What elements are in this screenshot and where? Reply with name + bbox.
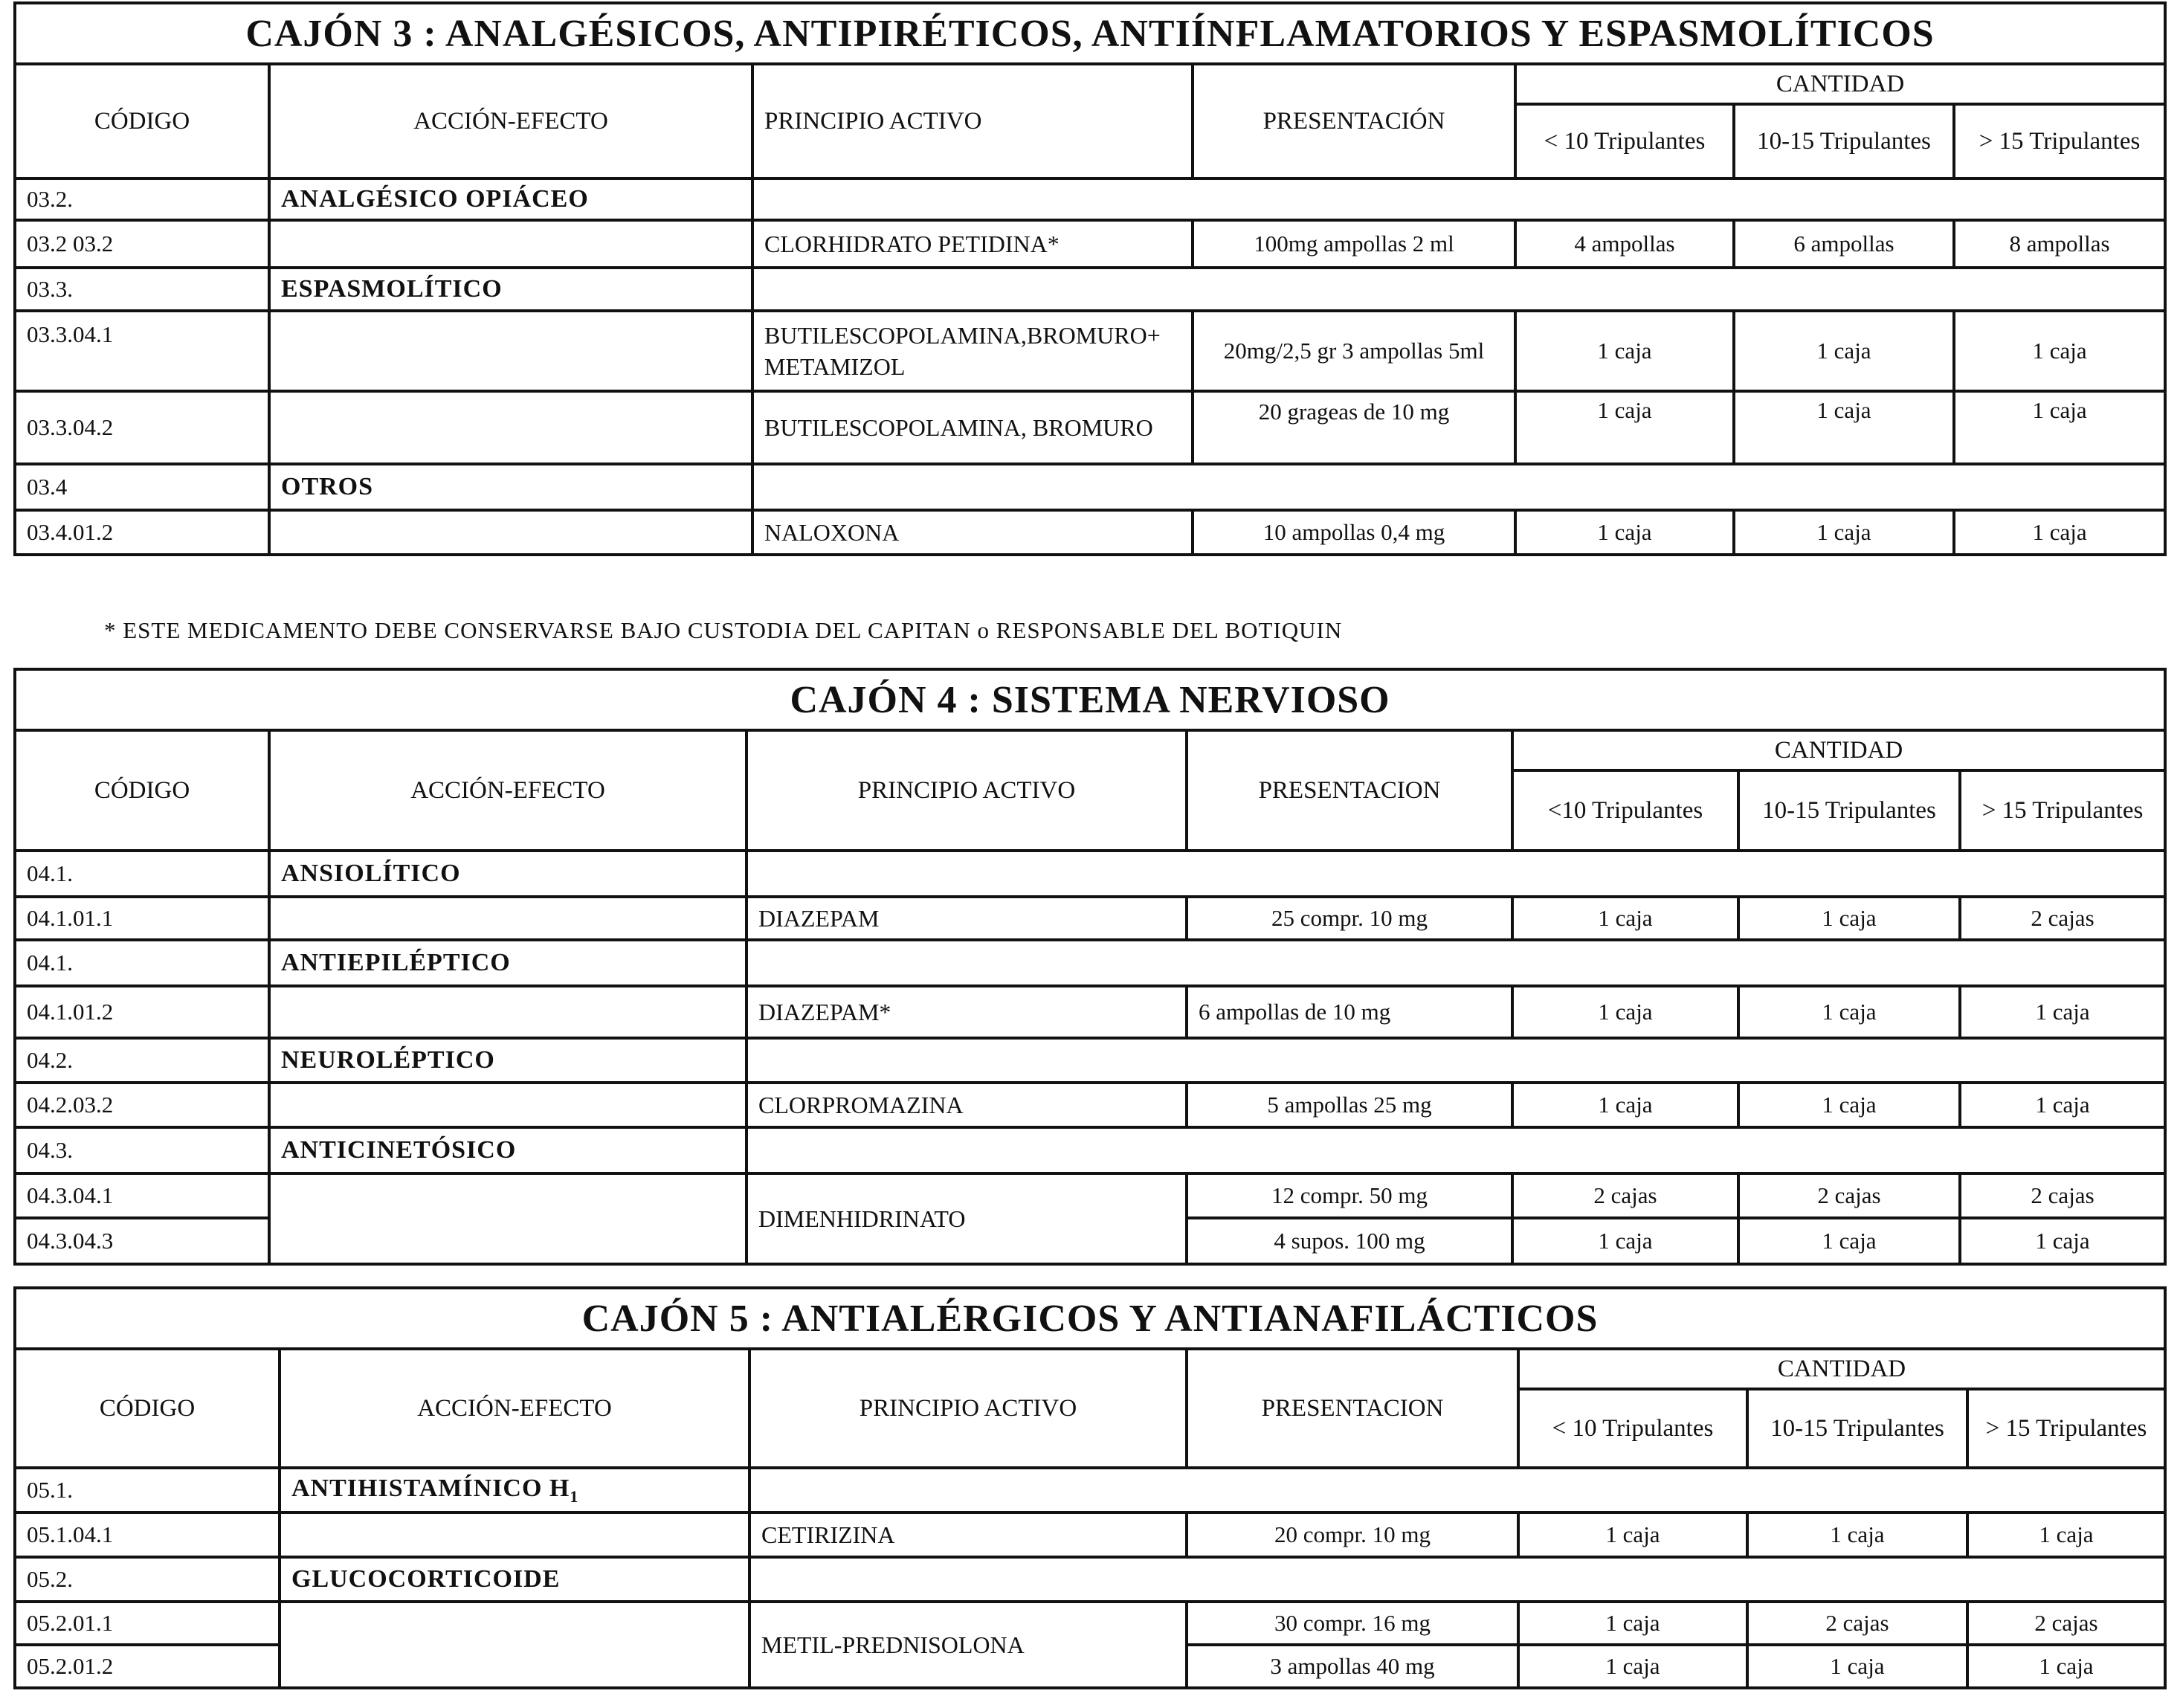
empty-cell (280, 1602, 749, 1688)
table-row (15, 220, 2165, 268)
category-label: GLUCOCORTICOIDE (280, 1557, 749, 1602)
table-row (15, 391, 2165, 464)
header-lt10: < 10 Tripulantes (1518, 1389, 1747, 1468)
active-ingredient: CETIRIZINA (749, 1512, 1187, 1557)
table-row (15, 1512, 2165, 1557)
header-principio-activo: PRINCIPIO ACTIVO (749, 1349, 1187, 1468)
empty-cell (269, 897, 746, 940)
empty-cell (269, 1083, 746, 1127)
active-ingredient: CLORPROMAZINA (746, 1083, 1187, 1127)
category-label: ANALGÉSICO OPIÁCEO (269, 178, 752, 220)
active-ingredient: DIMENHIDRINATO (746, 1173, 1187, 1264)
category-row (15, 940, 2165, 986)
qty-gt15: 8 ampollas (1954, 220, 2165, 268)
qty-10-15: 1 caja (1747, 1645, 1967, 1688)
empty-cell (269, 311, 752, 391)
qty-lt10: 1 caja (1512, 1083, 1738, 1127)
code-cell: 03.2 03.2 (15, 220, 269, 268)
qty-gt15: 2 cajas (1960, 897, 2165, 940)
qty-lt10: 1 caja (1515, 391, 1734, 464)
category-row (15, 464, 2165, 510)
drawer-5-title: CAJÓN 5 : ANTIALÉRGICOS Y ANTIANAFILÁCTICOS (15, 1288, 2165, 1349)
empty-cell (269, 220, 752, 268)
header-codigo: CÓDIGO (15, 1349, 280, 1468)
qty-10-15: 1 caja (1738, 897, 1960, 940)
category-row (15, 1038, 2165, 1083)
code-cell: 03.4 (15, 464, 269, 510)
header-principio-activo: PRINCIPIO ACTIVO (752, 64, 1193, 178)
code-cell: 03.3.04.1 (15, 311, 269, 391)
category-label: ANTICINETÓSICO (269, 1127, 746, 1173)
empty-cell (749, 1557, 2165, 1602)
presentation: 20 compr. 10 mg (1187, 1512, 1518, 1557)
active-ingredient: BUTILESCOPOLAMINA, BROMURO (752, 391, 1193, 464)
header-accion-efecto: ACCIÓN-EFECTO (269, 64, 752, 178)
active-ingredient: CLORHIDRATO PETIDINA* (752, 220, 1193, 268)
code-cell: 04.3.04.1 (15, 1173, 269, 1218)
header-lt10: <10 Tripulantes (1512, 770, 1738, 851)
qty-gt15: 2 cajas (1960, 1173, 2165, 1218)
qty-10-15: 1 caja (1738, 986, 1960, 1038)
drawer-4-title: CAJÓN 4 : SISTEMA NERVIOSO (15, 669, 2165, 730)
qty-gt15: 1 caja (1954, 510, 2165, 555)
code-cell: 05.1.04.1 (15, 1512, 280, 1557)
qty-10-15: 2 cajas (1738, 1173, 1960, 1218)
qty-gt15: 2 cajas (1967, 1602, 2165, 1645)
qty-10-15: 6 ampollas (1734, 220, 1954, 268)
code-cell: 04.2.03.2 (15, 1083, 269, 1127)
presentation: 3 ampollas 40 mg (1187, 1645, 1518, 1688)
qty-lt10: 1 caja (1512, 1218, 1738, 1264)
category-label: ESPASMOLÍTICO (269, 268, 752, 311)
table-row (15, 1602, 2165, 1645)
table-row (15, 510, 2165, 555)
empty-cell (280, 1512, 749, 1557)
empty-cell (746, 940, 2165, 986)
qty-10-15: 1 caja (1734, 391, 1954, 464)
qty-lt10: 1 caja (1518, 1645, 1747, 1688)
code-cell: 04.1. (15, 940, 269, 986)
empty-cell (746, 851, 2165, 897)
qty-gt15: 1 caja (1954, 391, 2165, 464)
drawer-3-table (13, 1, 2164, 556)
header-cantidad: CANTIDAD (1512, 730, 2165, 770)
code-cell: 04.1.01.2 (15, 986, 269, 1038)
qty-lt10: 1 caja (1515, 510, 1734, 555)
presentation: 30 compr. 16 mg (1187, 1602, 1518, 1645)
table-row (15, 897, 2165, 940)
qty-10-15: 1 caja (1747, 1512, 1967, 1557)
category-label: OTROS (269, 464, 752, 510)
code-cell: 05.2. (15, 1557, 280, 1602)
category-row (15, 1468, 2165, 1512)
header-gt15: > 15 Tripulantes (1960, 770, 2165, 851)
table-row (15, 1173, 2165, 1218)
presentation: 20mg/2,5 gr 3 ampollas 5ml (1193, 311, 1515, 391)
header-codigo: CÓDIGO (15, 730, 269, 851)
header-lt10: < 10 Tripulantes (1515, 104, 1734, 178)
category-row (15, 178, 2165, 220)
qty-lt10: 1 caja (1518, 1602, 1747, 1645)
qty-lt10: 1 caja (1518, 1512, 1747, 1557)
header-accion-efecto: ACCIÓN-EFECTO (269, 730, 746, 851)
empty-cell (269, 1173, 746, 1264)
drawer-5-table (13, 1286, 2164, 1689)
header-10-15: 10-15 Tripulantes (1734, 104, 1954, 178)
category-label: ANTIEPILÉPTICO (269, 940, 746, 986)
active-ingredient: BUTILESCOPOLAMINA,BROMURO+METAMIZOL (752, 311, 1193, 391)
table-row (15, 1083, 2165, 1127)
empty-cell (746, 1038, 2165, 1083)
category-row (15, 851, 2165, 897)
empty-cell (269, 986, 746, 1038)
header-cantidad: CANTIDAD (1515, 64, 2165, 104)
code-cell: 04.3.04.3 (15, 1218, 269, 1264)
drawer-4-table (13, 668, 2164, 1266)
presentation: 10 ampollas 0,4 mg (1193, 510, 1515, 555)
header-presentacion: PRESENTACION (1187, 1349, 1518, 1468)
code-cell: 05.2.01.1 (15, 1602, 280, 1645)
category-row (15, 1557, 2165, 1602)
table-row (15, 311, 2165, 391)
code-cell: 03.3. (15, 268, 269, 311)
presentation: 100mg ampollas 2 ml (1193, 220, 1515, 268)
presentation: 5 ampollas 25 mg (1187, 1083, 1512, 1127)
category-label-text: ANTIHISTAMÍNICO H (291, 1474, 570, 1502)
active-ingredient: DIAZEPAM* (746, 986, 1187, 1038)
qty-10-15: 1 caja (1734, 510, 1954, 555)
empty-cell (749, 1468, 2165, 1512)
header-presentacion: PRESENTACION (1187, 730, 1512, 851)
qty-10-15: 2 cajas (1747, 1602, 1967, 1645)
presentation: 6 ampollas de 10 mg (1187, 986, 1512, 1038)
header-gt15: > 15 Tripulantes (1954, 104, 2165, 178)
qty-10-15: 1 caja (1734, 311, 1954, 391)
header-cantidad: CANTIDAD (1518, 1349, 2165, 1389)
presentation: 25 compr. 10 mg (1187, 897, 1512, 940)
header-10-15: 10-15 Tripulantes (1747, 1389, 1967, 1468)
table-row (15, 986, 2165, 1038)
header-principio-activo: PRINCIPIO ACTIVO (746, 730, 1187, 851)
code-cell: 03.4.01.2 (15, 510, 269, 555)
empty-cell (752, 268, 2165, 311)
code-cell: 05.2.01.2 (15, 1645, 280, 1688)
empty-cell (269, 391, 752, 464)
active-ingredient: NALOXONA (752, 510, 1193, 555)
empty-cell (269, 510, 752, 555)
presentation: 4 supos. 100 mg (1187, 1218, 1512, 1264)
category-label-subscript: 1 (570, 1486, 579, 1506)
drawer-3-title: CAJÓN 3 : ANALGÉSICOS, ANTIPIRÉTICOS, ANTIÍNFLAMATORIOS Y ESPASMOLÍTICOS (15, 3, 2165, 64)
code-cell: 04.1.01.1 (15, 897, 269, 940)
code-cell: 04.3. (15, 1127, 269, 1173)
category-label: NEUROLÉPTICO (269, 1038, 746, 1083)
qty-gt15: 1 caja (1954, 311, 2165, 391)
presentation: 12 compr. 50 mg (1187, 1173, 1512, 1218)
active-ingredient: METIL-PREDNISOLONA (749, 1602, 1187, 1688)
qty-lt10: 4 ampollas (1515, 220, 1734, 268)
qty-gt15: 1 caja (1967, 1512, 2165, 1557)
qty-lt10: 1 caja (1515, 311, 1734, 391)
qty-lt10: 1 caja (1512, 897, 1738, 940)
qty-lt10: 1 caja (1512, 986, 1738, 1038)
presentation: 20 grageas de 10 mg (1193, 391, 1515, 464)
code-cell: 05.1. (15, 1468, 280, 1512)
empty-cell (752, 464, 2165, 510)
category-label (280, 1468, 749, 1512)
code-cell: 04.1. (15, 851, 269, 897)
qty-gt15: 1 caja (1960, 1218, 2165, 1264)
code-cell: 03.3.04.2 (15, 391, 269, 464)
header-gt15: > 15 Tripulantes (1967, 1389, 2165, 1468)
header-10-15: 10-15 Tripulantes (1738, 770, 1960, 851)
header-codigo: CÓDIGO (15, 64, 269, 178)
category-label: ANSIOLÍTICO (269, 851, 746, 897)
code-cell: 03.2. (15, 178, 269, 220)
code-cell: 04.2. (15, 1038, 269, 1083)
header-presentacion: PRESENTACIÓN (1193, 64, 1515, 178)
qty-10-15: 1 caja (1738, 1218, 1960, 1264)
active-ingredient: DIAZEPAM (746, 897, 1187, 940)
qty-lt10: 2 cajas (1512, 1173, 1738, 1218)
empty-cell (746, 1127, 2165, 1173)
qty-10-15: 1 caja (1738, 1083, 1960, 1127)
qty-gt15: 1 caja (1960, 986, 2165, 1038)
empty-cell (752, 178, 2165, 220)
category-row (15, 268, 2165, 311)
qty-gt15: 1 caja (1967, 1645, 2165, 1688)
header-accion-efecto: ACCIÓN-EFECTO (280, 1349, 749, 1468)
custody-footnote: * ESTE MEDICAMENTO DEBE CONSERVARSE BAJO CUSTODIA DEL CAPITAN o RESPONSABLE DEL BOTIQUIN (104, 617, 1343, 643)
qty-gt15: 1 caja (1960, 1083, 2165, 1127)
category-row (15, 1127, 2165, 1173)
